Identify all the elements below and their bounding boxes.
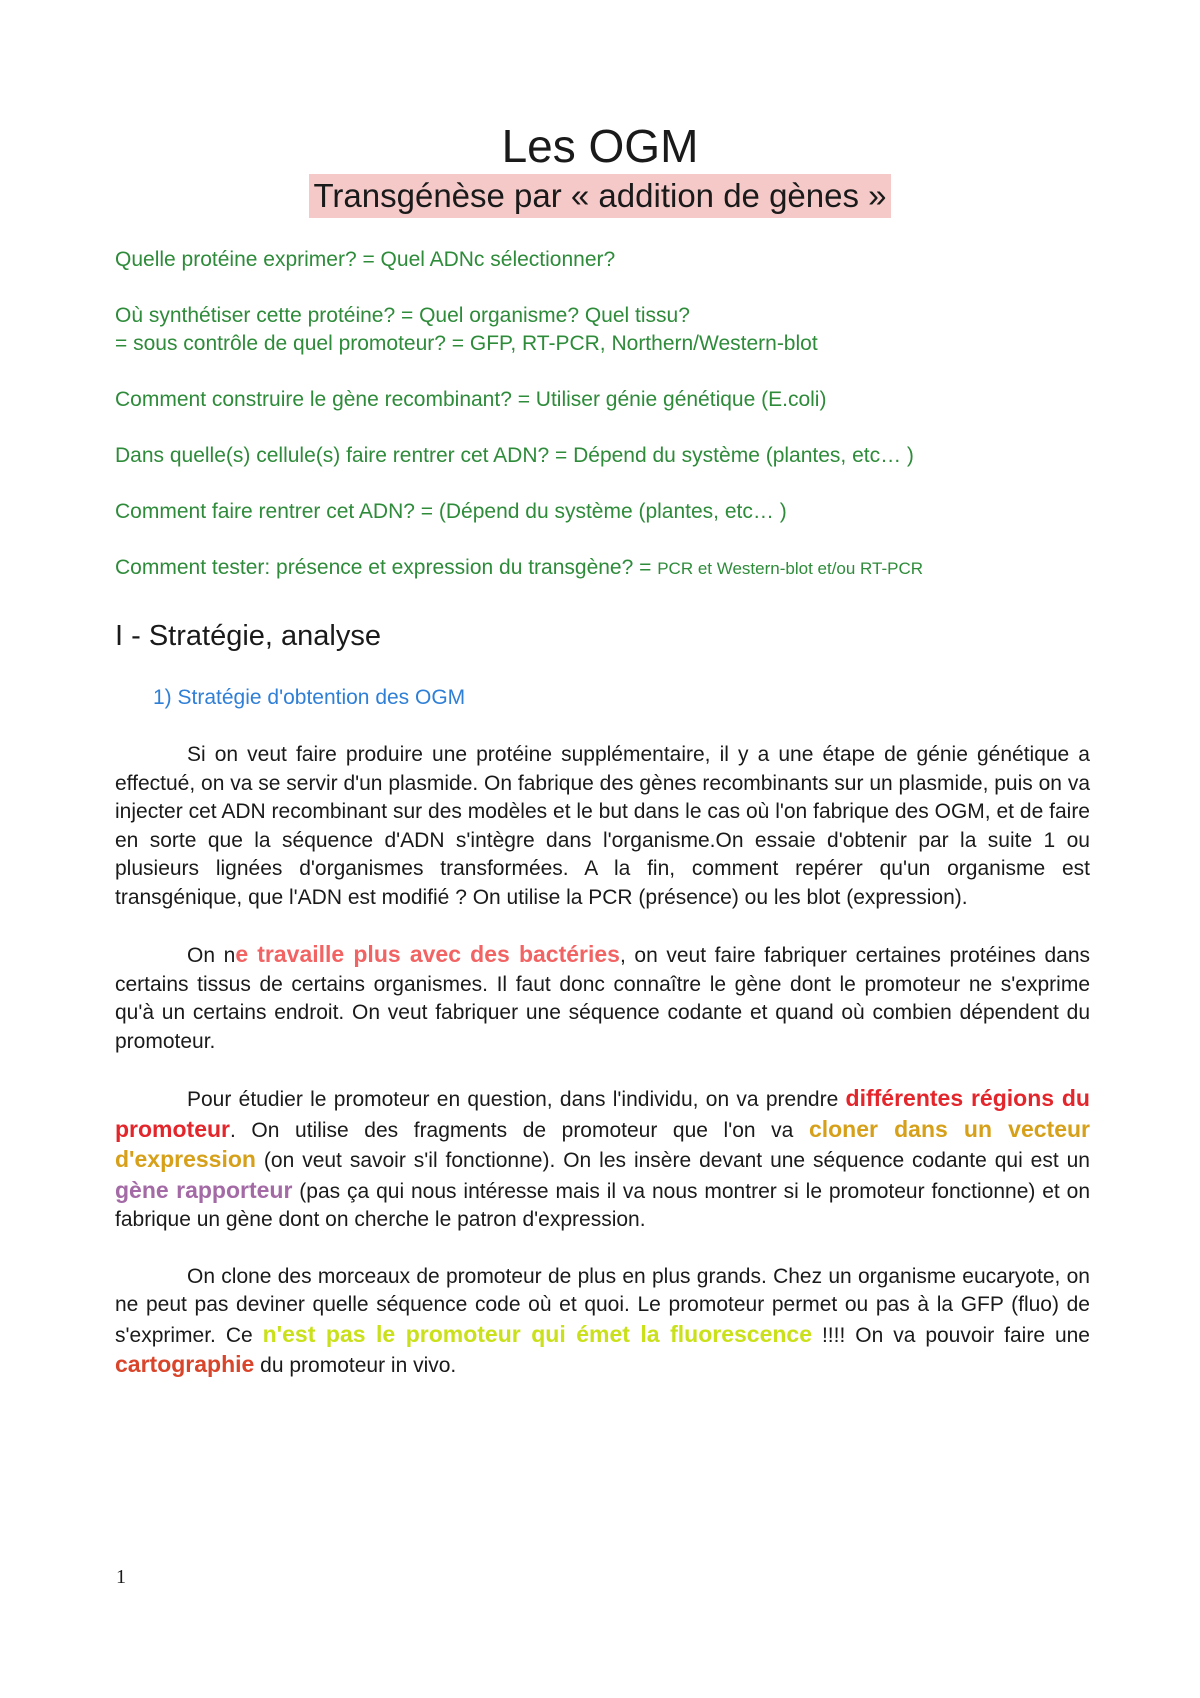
p4-highlight-1: n'est pas le promoteur qui émet la fluorescence: [262, 1320, 812, 1347]
section-heading: I - Stratégie, analyse: [115, 620, 381, 652]
p3-highlight-3: gène rapporteur: [115, 1176, 293, 1203]
question-6-main: Comment tester: présence et expression du transgène? =: [115, 556, 658, 579]
question-2-line-1: Où synthétiser cette protéine? = Quel organisme? Quel tissu?: [115, 304, 690, 327]
p2-text-a: On n: [187, 944, 236, 967]
p3-highlight-2: cloner dans un vecteur d'expression: [115, 1115, 1090, 1172]
page-subtitle: Transgénèse par « addition de gènes »: [309, 174, 890, 218]
p3-text-a: Pour étudier le promoteur en question, dans l'individu, on va prendre: [187, 1088, 846, 1111]
section-subheading: 1) Stratégie d'obtention des OGM: [153, 686, 466, 709]
p3-text-c: (on veut savoir s'il fonctionne). On les insère devant une séquence codante qui est un: [255, 1149, 1090, 1172]
question-3: Comment construire le gène recombinant? = Utiliser génie génétique (E.coli): [115, 388, 827, 411]
paragraph-1: Si on veut faire produire une protéine supplémentaire, il y a une étape de génie génétique a effectué, on va se servir d'un plasmide. On fabrique des gènes recombinants sur un plasmide, puis on va injecter cet ADN recombinant sur des modèles et le but dans le cas où l'on fabrique des OGM, et de faire en sorte que la séquence d'ADN s'intègre dans l'organisme.On essaie d'obtenir par la suite 1 ou plusieurs lignées d'organismes transformées. A la fin, comment repérer qu'un organisme est transgénique, que l'ADN est modifié ? On utilise la PCR (présence) ou les blot (expression).: [115, 743, 1090, 909]
paragraph-2: [115, 940, 1090, 1056]
p3-text-d: (pas ça qui nous intéresse mais il va nous montrer si le promoteur fonctionne) et on fabrique un gène dont on cherche le patron d'expression.: [115, 1179, 1090, 1231]
p3-text-b: . On utilise des fragments de promoteur que l'on va: [230, 1118, 809, 1142]
question-6: [115, 554, 1095, 583]
p4-text-b: !!!! On va pouvoir faire une: [812, 1323, 1090, 1347]
p2-highlight: e travaille plus avec des bactéries: [235, 941, 620, 967]
question-2-line-2: = sous contrôle de quel promoteur? = GFP, RT-PCR, Northern/Western-blot: [115, 332, 818, 355]
p4-highlight-2: cartographie: [115, 1351, 255, 1377]
paragraph-4: [115, 1263, 1090, 1381]
question-5: Comment faire rentrer cet ADN? = (Dépend du système (plantes, etc… ): [115, 500, 787, 523]
question-1: Quelle protéine exprimer? = Quel ADNc sélectionner?: [115, 248, 616, 271]
p4-text-a: On clone des morceaux de promoteur de plus en plus grands. Chez un organisme eucaryote, on ne peut pas deviner quelle séquence code où et quoi. Le promoteur permet ou pas à la GFP (fluo) de s'exprimer. Ce: [115, 1264, 1090, 1347]
page-title: Les OGM: [501, 120, 699, 172]
question-4: Dans quelle(s) cellule(s) faire rentrer cet ADN? = Dépend du système (plantes, etc… ): [115, 444, 914, 467]
body-text: [115, 741, 1090, 1409]
p3-highlight-1: différentes régions du promoteur: [115, 1085, 1090, 1142]
question-6-answer: PCR et Western-blot et/ou RT-PCR: [657, 559, 924, 578]
page-number: 1: [116, 1566, 126, 1588]
questions-block: [115, 246, 1095, 611]
paragraph-3: [115, 1084, 1090, 1235]
p2-text-b: , on veut faire fabriquer certaines protéines dans certains tissus de certains organismes. Il faut donc connaître le gène dont le promoteur ne s'exprime qu'à un certains endroit. On veut fabriquer une séquence codante et quand où combien dépendent du promoteur.: [115, 944, 1090, 1053]
p4-text-c: du promoteur in vivo.: [254, 1354, 457, 1377]
question-2: [115, 302, 1095, 358]
subtitle-container: [0, 174, 1200, 218]
